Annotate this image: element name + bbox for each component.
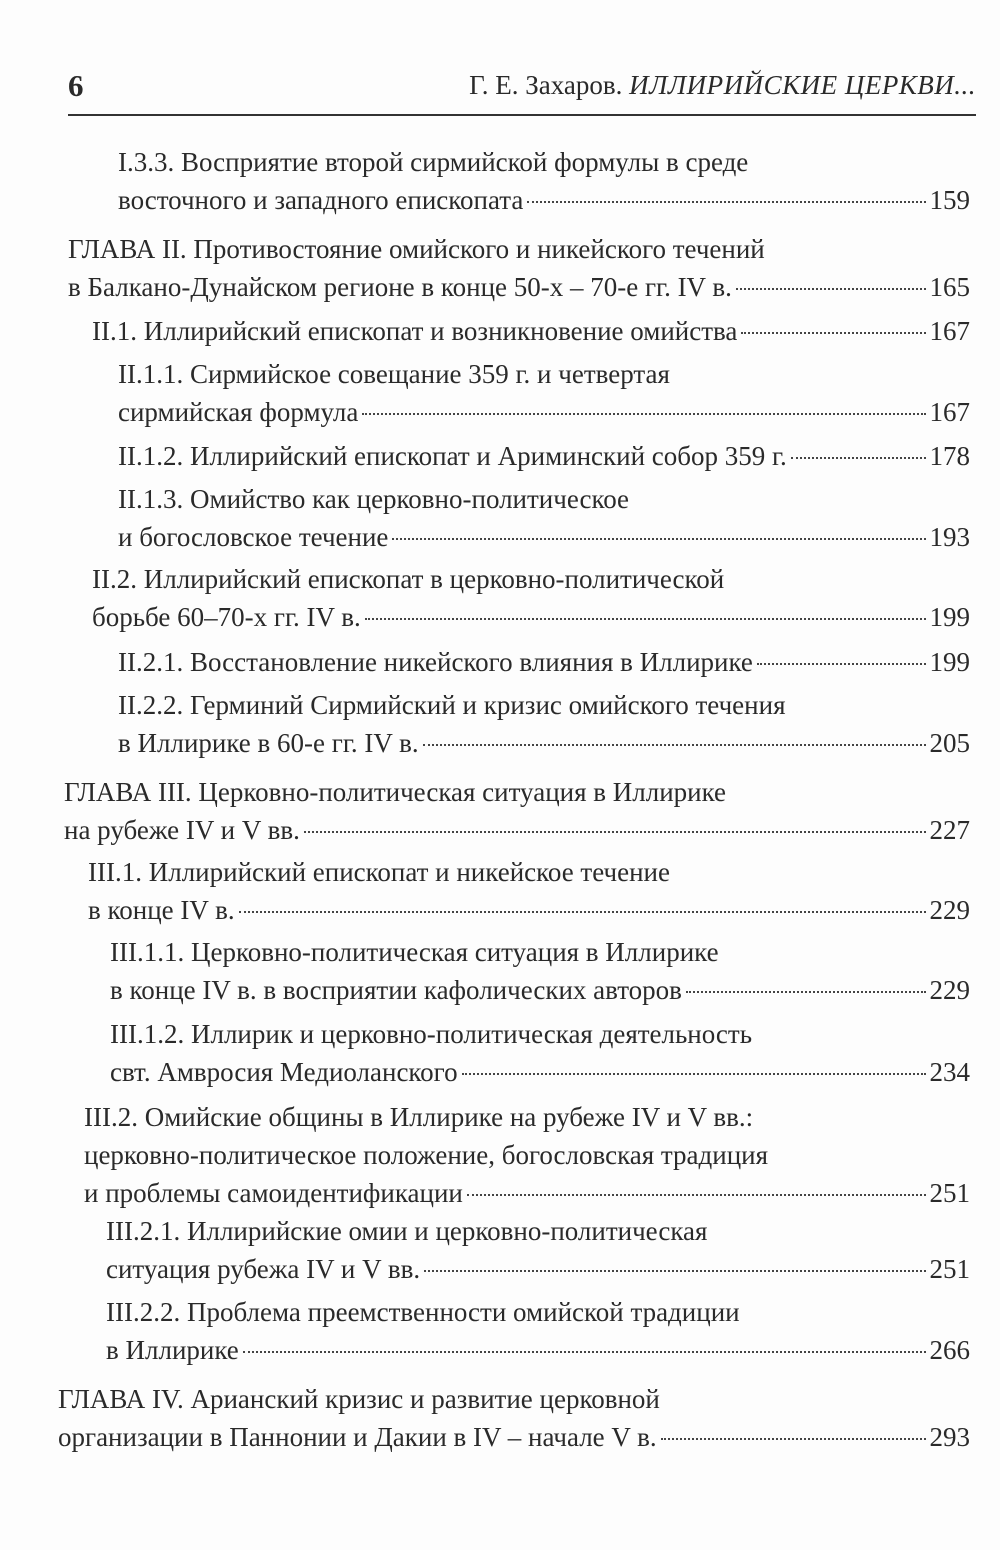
author-name: Г. Е. Захаров. xyxy=(469,70,623,100)
toc-entry-title-line: восточного и западного епископата xyxy=(118,185,524,215)
toc-entry-final-line xyxy=(106,1250,970,1288)
toc-entry-title-line: I.3.3. Восприятие второй сирмийской формулы в среде xyxy=(118,147,749,177)
toc-entry-final-line xyxy=(88,891,970,929)
toc-entry-title-line: сирмийская формула xyxy=(118,397,359,427)
toc-entry-final-line xyxy=(110,971,970,1009)
toc-entry[interactable] xyxy=(118,480,970,556)
toc-page-number: 205 xyxy=(929,728,970,758)
toc-entry-title-line: III.2.2. Проблема преемственности омийской традиции xyxy=(106,1297,740,1327)
toc-entry[interactable] xyxy=(58,1380,970,1456)
toc-entry-title-line: II.2. Иллирийский епископат в церковно-политической xyxy=(92,564,725,594)
dot-leader xyxy=(424,1270,925,1272)
dot-leader xyxy=(757,663,926,665)
toc-entry-title-line: III.1.1. Церковно-политическая ситуация в Иллирике xyxy=(110,937,719,967)
toc-entry-title-line: и богословское течение xyxy=(118,522,389,552)
toc-entry-title-line: III.1.2. Иллирик и церковно-политическая деятельность xyxy=(110,1019,753,1049)
toc-page-number: 199 xyxy=(929,647,970,677)
page-number: 6 xyxy=(68,68,84,103)
dot-leader xyxy=(686,991,926,993)
toc-entry[interactable] xyxy=(110,1015,970,1091)
running-title xyxy=(469,70,976,101)
toc-entry-final-line xyxy=(110,1053,970,1091)
toc-page-number: 251 xyxy=(929,1178,970,1208)
toc-entry[interactable] xyxy=(84,1098,970,1212)
toc-entry[interactable] xyxy=(118,437,970,475)
dot-leader xyxy=(741,332,925,334)
dot-leader xyxy=(362,413,925,415)
book-title: ИЛЛИРИЙСКИЕ ЦЕРКВИ... xyxy=(629,70,976,100)
toc-page-number: 293 xyxy=(929,1422,970,1452)
toc-page-number: 199 xyxy=(929,602,970,632)
toc-entry-title-line: ГЛАВА IV. Арианский кризис и развитие церковной xyxy=(58,1384,660,1414)
toc-entry-title-line: III.2. Омийские общины в Иллирике на рубеже IV и V вв.: xyxy=(84,1102,754,1132)
toc-entry-final-line xyxy=(84,1174,970,1212)
toc-entry[interactable] xyxy=(118,643,970,681)
toc-entry-final-line xyxy=(106,1331,970,1369)
dot-leader xyxy=(791,457,926,459)
toc-page-number: 167 xyxy=(929,397,970,427)
dot-leader xyxy=(392,538,925,540)
toc-entry[interactable] xyxy=(118,355,970,431)
toc-entry-title-line: в Балкано-Дунайском регионе в конце 50-х – 70-е гг. IV в. xyxy=(68,272,732,302)
toc-page-number: 229 xyxy=(929,895,970,925)
toc-entry-title-line: в конце IV в. в восприятии кафолических авторов xyxy=(110,975,682,1005)
dot-leader xyxy=(527,201,925,203)
toc-entry-final-line xyxy=(118,393,970,431)
toc-entry-final-line xyxy=(64,811,970,849)
toc-entry-final-line xyxy=(58,1418,970,1456)
toc-entry-title-line: в конце IV в. xyxy=(88,895,235,925)
toc-entry-title-line: II.2.1. Восстановление никейского влияния в Иллирике xyxy=(118,647,753,677)
toc-entry-final-line xyxy=(68,268,970,306)
toc-entry-title-line: III.1. Иллирийский епископат и никейское течение xyxy=(88,857,670,887)
toc-entry[interactable] xyxy=(106,1212,970,1288)
dot-leader xyxy=(423,744,926,746)
dot-leader xyxy=(304,831,926,833)
toc-entry-title-line: и проблемы самоидентификации xyxy=(84,1178,463,1208)
toc-entry-title-line: II.1.3. Омийство как церковно-политическое xyxy=(118,484,630,514)
toc-entry-final-line xyxy=(118,518,970,556)
toc-entry-title-line: церковно-политическое положение, богословская традиция xyxy=(84,1140,769,1170)
toc-entry-title-line: II.1. Иллирийский епископат и возникновение омийства xyxy=(92,316,738,346)
toc-page-number: 193 xyxy=(929,522,970,552)
dot-leader xyxy=(243,1351,926,1353)
toc-page-number: 167 xyxy=(929,316,970,346)
toc-entry-title-line: ГЛАВА III. Церковно-политическая ситуация в Иллирике xyxy=(64,777,727,807)
toc-entry-title-line: свт. Амвросия Медиоланского xyxy=(110,1057,458,1087)
toc-entry-title-line: II.1.2. Иллирийский епископат и Ариминский собор 359 г. xyxy=(118,441,787,471)
toc-entry-title-line: борьбе 60–70-х гг. IV в. xyxy=(92,602,361,632)
dot-leader xyxy=(365,618,926,620)
toc-entry-final-line xyxy=(92,312,970,350)
dot-leader xyxy=(239,911,926,913)
toc-entry-title-line: ГЛАВА II. Противостояние омийского и никейского течений xyxy=(68,234,765,264)
dot-leader xyxy=(462,1073,926,1075)
toc-entry[interactable] xyxy=(118,143,970,219)
toc-page-number: 227 xyxy=(929,815,970,845)
toc-entry[interactable] xyxy=(92,560,970,636)
toc-entry-title-line: ситуация рубежа IV и V вв. xyxy=(106,1254,421,1284)
toc-entry-title-line: в Иллирике в 60-е гг. IV в. xyxy=(118,728,419,758)
toc-entry[interactable] xyxy=(64,773,970,849)
dot-leader xyxy=(736,288,926,290)
toc-page-number: 165 xyxy=(929,272,970,302)
toc-page-number: 178 xyxy=(929,441,970,471)
toc-page-number: 159 xyxy=(929,185,970,215)
toc-entry[interactable] xyxy=(106,1293,970,1369)
running-header xyxy=(68,68,976,116)
toc-entry[interactable] xyxy=(118,686,970,762)
toc-entry-final-line xyxy=(92,598,970,636)
toc-entry-final-line xyxy=(118,724,970,762)
toc-entry-title-line: в Иллирике xyxy=(106,1335,239,1365)
toc-page-number: 229 xyxy=(929,975,970,1005)
toc-page-number: 266 xyxy=(929,1335,970,1365)
toc-entry-final-line xyxy=(118,643,970,681)
toc-entry-title-line: III.2.1. Иллирийские омии и церковно-политическая xyxy=(106,1216,708,1246)
toc-entry[interactable] xyxy=(68,230,970,306)
toc-entry-title-line: II.2.2. Герминий Сирмийский и кризис омийского течения xyxy=(118,690,786,720)
toc-entry-title-line: организации в Паннонии и Дакии в IV – начале V в. xyxy=(58,1422,657,1452)
toc-entry[interactable] xyxy=(88,853,970,929)
toc-entry-final-line xyxy=(118,181,970,219)
dot-leader xyxy=(467,1194,926,1196)
toc-entry[interactable] xyxy=(92,312,970,350)
dot-leader xyxy=(661,1438,926,1440)
toc-entry-title-line: II.1.1. Сирмийское совещание 359 г. и четвертая xyxy=(118,359,670,389)
toc-entry-final-line xyxy=(118,437,970,475)
toc-page-number: 234 xyxy=(929,1057,970,1087)
toc-page-number: 251 xyxy=(929,1254,970,1284)
toc-entry-title-line: на рубеже IV и V вв. xyxy=(64,815,300,845)
toc-entry[interactable] xyxy=(110,933,970,1009)
